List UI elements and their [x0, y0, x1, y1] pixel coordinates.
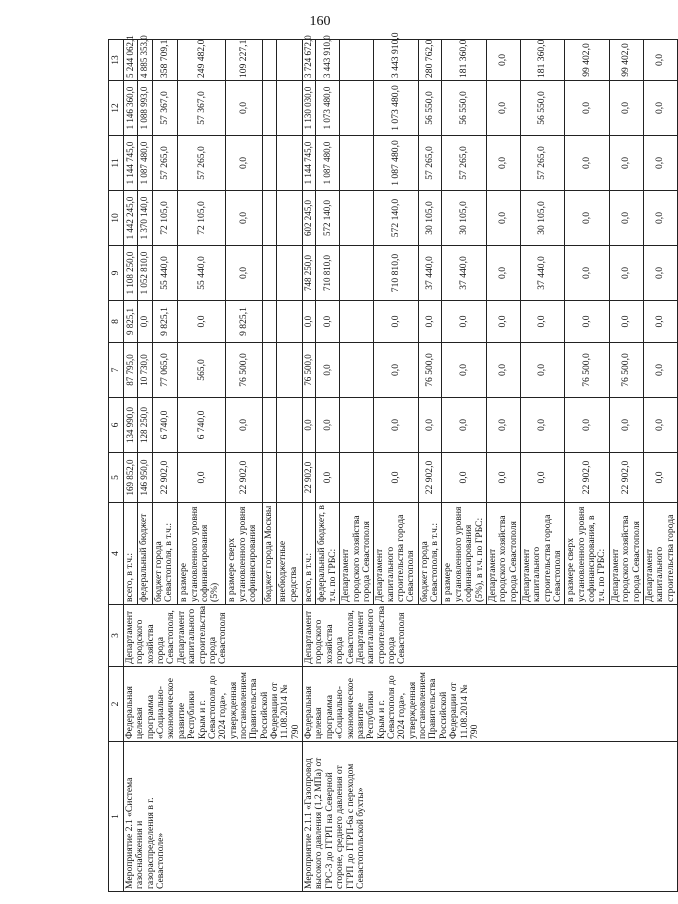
amount-cell: 9 825,1	[226, 301, 263, 343]
amount-cell: 0,0	[138, 301, 152, 343]
amount-cell: 72 105,0	[178, 191, 226, 246]
amount-cell: 109 227,1	[226, 40, 263, 81]
amount-cell	[277, 453, 303, 503]
funding-source-label: Департамент городского хозяйства города Севастополя	[340, 503, 374, 605]
table-row	[303, 40, 316, 892]
amount-cell	[277, 40, 303, 81]
amount-cell: 6 740,0	[152, 398, 178, 453]
amount-cell: 0,0	[486, 136, 520, 191]
amount-cell: 22 902,0	[609, 453, 643, 503]
amount-cell: 0,0	[486, 453, 520, 503]
amount-cell: 128 250,0	[138, 398, 152, 453]
amount-cell	[340, 136, 374, 191]
header-cell: 10	[109, 191, 124, 246]
amount-cell: 1 370 140,0	[138, 191, 152, 246]
amount-cell: 0,0	[442, 398, 486, 453]
amount-cell: 22 902,0	[565, 453, 609, 503]
amount-cell: 57 265,0	[178, 136, 226, 191]
amount-cell: 72 105,0	[152, 191, 178, 246]
amount-cell: 0,0	[565, 301, 609, 343]
amount-cell: 748 250,0	[303, 246, 316, 301]
amount-cell	[263, 453, 277, 503]
amount-cell	[340, 246, 374, 301]
amount-cell	[340, 81, 374, 136]
amount-cell: 9 825,1	[124, 301, 138, 343]
amount-cell: 146 950,0	[138, 453, 152, 503]
amount-cell: 56 550,0	[520, 81, 564, 136]
amount-cell: 0,0	[226, 136, 263, 191]
amount-cell: 0,0	[609, 301, 643, 343]
amount-cell: 0,0	[609, 246, 643, 301]
amount-cell: 0,0	[609, 81, 643, 136]
amount-cell: 1 144 745,0	[303, 136, 316, 191]
amount-cell	[263, 136, 277, 191]
amount-cell	[277, 81, 303, 136]
amount-cell: 0,0	[643, 343, 677, 398]
amount-cell: 0,0	[316, 301, 340, 343]
amount-cell: 1 087 480,0	[374, 136, 418, 191]
funding-source-label: бюджет города Севастополя, в т.ч.:	[418, 503, 442, 605]
amount-cell: 0,0	[520, 301, 564, 343]
funding-source-label: в размере установленного уровня софинансирования (5%)	[178, 503, 226, 605]
amount-cell	[277, 343, 303, 398]
funding-source-label: в размере сверх установленного уровня софинансирования	[226, 503, 263, 605]
amount-cell: 710 810,0	[316, 246, 340, 301]
amount-cell: 76 500,0	[609, 343, 643, 398]
amount-cell: 4 885 353,0	[138, 40, 152, 81]
measure-cell: Мероприятие 2.1.1 «Газопровод высокого давления (1,2 МПа) от ГРС-3 до ГГРП на Северной стороне, среднего давления от ГГРП до ГГРП-6а с переходом Севастопольской бухты»	[303, 742, 678, 892]
funding-source-label: Департамент капитального строительства города Севастополя	[374, 503, 418, 605]
amount-cell: 55 440,0	[178, 246, 226, 301]
amount-cell	[263, 398, 277, 453]
amount-cell: 3 443 910,0	[374, 40, 418, 81]
amount-cell	[277, 191, 303, 246]
amount-cell: 181 360,0	[442, 40, 486, 81]
amount-cell: 1 144 745,0	[124, 136, 138, 191]
amount-cell: 0,0	[316, 343, 340, 398]
amount-cell	[340, 301, 374, 343]
amount-cell: 22 902,0	[303, 453, 316, 503]
amount-cell: 57 265,0	[418, 136, 442, 191]
amount-cell: 280 762,0	[418, 40, 442, 81]
amount-cell: 1 087 480,0	[316, 136, 340, 191]
funding-source-label: Департамент капитального строительства города Севастополя	[520, 503, 564, 605]
executor-cell: Департамент городского хозяйства города Севастополя, Департамент капитального строительства города Севастополя	[124, 605, 303, 667]
amount-cell: 0,0	[565, 81, 609, 136]
amount-cell: 0,0	[486, 398, 520, 453]
amount-cell: 9 825,1	[152, 301, 178, 343]
amount-cell: 1 073 480,0	[316, 81, 340, 136]
amount-cell: 76 500,0	[226, 343, 263, 398]
amount-cell: 0,0	[374, 301, 418, 343]
amount-cell: 0,0	[226, 246, 263, 301]
header-cell: 4	[109, 503, 124, 605]
funding-source-label: федеральный бюджет, в т.ч. по ГРБС:	[316, 503, 340, 605]
funding-source-label: внебюджетные средства	[277, 503, 303, 605]
amount-cell: 358 709,1	[152, 40, 178, 81]
header-row	[109, 40, 124, 892]
amount-cell: 37 440,0	[442, 246, 486, 301]
page-number: 160	[309, 14, 331, 29]
amount-cell: 99 402,0	[609, 40, 643, 81]
budget-table-rotated	[108, 32, 676, 892]
amount-cell: 87 795,0	[124, 343, 138, 398]
amount-cell: 1 108 250,0	[124, 246, 138, 301]
amount-cell: 0,0	[609, 191, 643, 246]
amount-cell: 30 105,0	[418, 191, 442, 246]
header-cell: 3	[109, 605, 124, 667]
header-cell: 7	[109, 343, 124, 398]
amount-cell: 565,0	[178, 343, 226, 398]
amount-cell: 0,0	[303, 301, 316, 343]
program-cell: Федеральная целевая программа «Социально-экономическое развитие Республики Крым и г. Севастополя до 2024 года», утвержденная постановлением Правительства Российской Федерации от 11.08.2014 № 790	[124, 667, 303, 742]
funding-source-label: всего, в т.ч.:	[124, 503, 138, 605]
table-row	[124, 40, 138, 892]
amount-cell: 1 087 480,0	[138, 136, 152, 191]
amount-cell	[263, 81, 277, 136]
amount-cell	[340, 398, 374, 453]
amount-cell: 0,0	[565, 398, 609, 453]
amount-cell: 0,0	[520, 398, 564, 453]
amount-cell: 0,0	[418, 301, 442, 343]
amount-cell: 10 730,0	[138, 343, 152, 398]
amount-cell: 76 500,0	[303, 343, 316, 398]
amount-cell: 5 244 062,1	[124, 40, 138, 81]
amount-cell: 0,0	[486, 343, 520, 398]
amount-cell: 0,0	[643, 191, 677, 246]
program-cell: Федеральная целевая программа «Социально-экономическое развитие Республики Крым и г. Севастополя до 2024 года», утвержденная постановлением Правительства Российской Федерации от 11.08.2014 № 790	[303, 667, 678, 742]
amount-cell: 0,0	[303, 398, 316, 453]
amount-cell	[340, 40, 374, 81]
amount-cell: 0,0	[609, 398, 643, 453]
header-cell: 9	[109, 246, 124, 301]
amount-cell: 56 550,0	[418, 81, 442, 136]
amount-cell: 0,0	[486, 191, 520, 246]
amount-cell: 0,0	[418, 398, 442, 453]
amount-cell	[263, 301, 277, 343]
funding-source-label: Департамент капитального строительства города	[643, 503, 677, 605]
amount-cell	[340, 343, 374, 398]
amount-cell	[277, 246, 303, 301]
amount-cell: 0,0	[486, 40, 520, 81]
amount-cell: 0,0	[374, 453, 418, 503]
amount-cell: 0,0	[565, 136, 609, 191]
amount-cell: 57 265,0	[442, 136, 486, 191]
funding-source-label: всего, в т.ч.:	[303, 503, 316, 605]
funding-source-label: в размере установленного уровня софинансирования (5%), в т.ч. по ГРБС:	[442, 503, 486, 605]
amount-cell: 57 367,0	[152, 81, 178, 136]
amount-cell: 710 810,0	[374, 246, 418, 301]
amount-cell: 0,0	[565, 246, 609, 301]
amount-cell	[263, 40, 277, 81]
amount-cell: 37 440,0	[418, 246, 442, 301]
table-body	[124, 32, 678, 892]
amount-cell: 0,0	[374, 398, 418, 453]
amount-cell: 1 088 993,0	[138, 81, 152, 136]
amount-cell: 22 902,0	[152, 453, 178, 503]
funding-source-label: в размере сверх установленного уровня софинансирования, в т.ч. по ГРБС:	[565, 503, 609, 605]
amount-cell: 0,0	[643, 40, 677, 81]
measure-cell: Мероприятие 2.1 «Система газоснабжения и газораспределения в г. Севастополе»	[124, 742, 303, 892]
amount-cell: 30 105,0	[442, 191, 486, 246]
amount-cell: 22 902,0	[226, 453, 263, 503]
amount-cell: 77 065,0	[152, 343, 178, 398]
amount-cell	[263, 246, 277, 301]
amount-cell: 56 550,0	[442, 81, 486, 136]
amount-cell: 6 740,0	[178, 398, 226, 453]
amount-cell: 57 265,0	[520, 136, 564, 191]
header-cell: 11	[109, 136, 124, 191]
amount-cell: 57 265,0	[152, 136, 178, 191]
amount-cell: 3 724 672,0	[303, 40, 316, 81]
amount-cell: 57 367,0	[178, 81, 226, 136]
funding-source-label: Департамент городского хозяйства города Севастополя	[486, 503, 520, 605]
amount-cell: 0,0	[316, 398, 340, 453]
funding-source-label: Департамент городского хозяйства города Севастополя	[609, 503, 643, 605]
amount-cell: 0,0	[226, 81, 263, 136]
amount-cell: 22 902,0	[418, 453, 442, 503]
amount-cell	[263, 191, 277, 246]
amount-cell: 30 105,0	[520, 191, 564, 246]
amount-cell: 572 140,0	[316, 191, 340, 246]
amount-cell: 169 852,0	[124, 453, 138, 503]
amount-cell: 0,0	[486, 301, 520, 343]
header-cell: 8	[109, 301, 124, 343]
amount-cell: 572 140,0	[374, 191, 418, 246]
amount-cell: 0,0	[178, 301, 226, 343]
header-cell: 1	[109, 742, 124, 892]
amount-cell: 0,0	[643, 136, 677, 191]
amount-cell: 1 130 030,0	[303, 81, 316, 136]
header-cell: 13	[109, 40, 124, 81]
amount-cell: 0,0	[520, 343, 564, 398]
amount-cell: 249 482,0	[178, 40, 226, 81]
amount-cell: 1 146 360,0	[124, 81, 138, 136]
amount-cell: 1 052 810,0	[138, 246, 152, 301]
amount-cell	[340, 191, 374, 246]
header-cell: 6	[109, 398, 124, 453]
amount-cell: 0,0	[486, 81, 520, 136]
amount-cell: 76 500,0	[418, 343, 442, 398]
executor-cell: Департамент городского хозяйства города Севастополя, Департамент капитального строительства города Севастополя	[303, 605, 678, 667]
header-cell: 12	[109, 81, 124, 136]
amount-cell: 0,0	[226, 191, 263, 246]
amount-cell: 0,0	[643, 81, 677, 136]
amount-cell: 0,0	[226, 398, 263, 453]
amount-cell: 76 500,0	[565, 343, 609, 398]
amount-cell: 55 440,0	[152, 246, 178, 301]
amount-cell: 0,0	[565, 191, 609, 246]
amount-cell: 3 443 910,0	[316, 40, 340, 81]
amount-cell: 602 245,0	[303, 191, 316, 246]
amount-cell: 0,0	[316, 453, 340, 503]
amount-cell	[340, 453, 374, 503]
amount-cell: 0,0	[643, 453, 677, 503]
amount-cell: 0,0	[442, 453, 486, 503]
amount-cell: 0,0	[442, 343, 486, 398]
funding-source-label: бюджет города Севастополя, в т.ч.:	[152, 503, 178, 605]
amount-cell: 0,0	[609, 136, 643, 191]
amount-cell	[277, 301, 303, 343]
funding-source-label: федеральный бюджет	[138, 503, 152, 605]
amount-cell: 0,0	[374, 343, 418, 398]
header-cell: 2	[109, 667, 124, 742]
amount-cell: 0,0	[643, 398, 677, 453]
amount-cell: 181 360,0	[520, 40, 564, 81]
amount-cell	[277, 136, 303, 191]
amount-cell: 0,0	[643, 301, 677, 343]
header-cell: 5	[109, 453, 124, 503]
amount-cell: 1 442 245,0	[124, 191, 138, 246]
amount-cell: 134 990,0	[124, 398, 138, 453]
amount-cell: 0,0	[486, 246, 520, 301]
amount-cell: 99 402,0	[565, 40, 609, 81]
amount-cell: 37 440,0	[520, 246, 564, 301]
funding-source-label: бюджет города Москвы	[263, 503, 277, 605]
budget-table	[108, 32, 678, 892]
amount-cell	[263, 343, 277, 398]
amount-cell: 0,0	[520, 453, 564, 503]
amount-cell: 0,0	[442, 301, 486, 343]
amount-cell: 0,0	[178, 453, 226, 503]
amount-cell: 1 073 480,0	[374, 81, 418, 136]
amount-cell: 0,0	[643, 246, 677, 301]
amount-cell	[277, 398, 303, 453]
